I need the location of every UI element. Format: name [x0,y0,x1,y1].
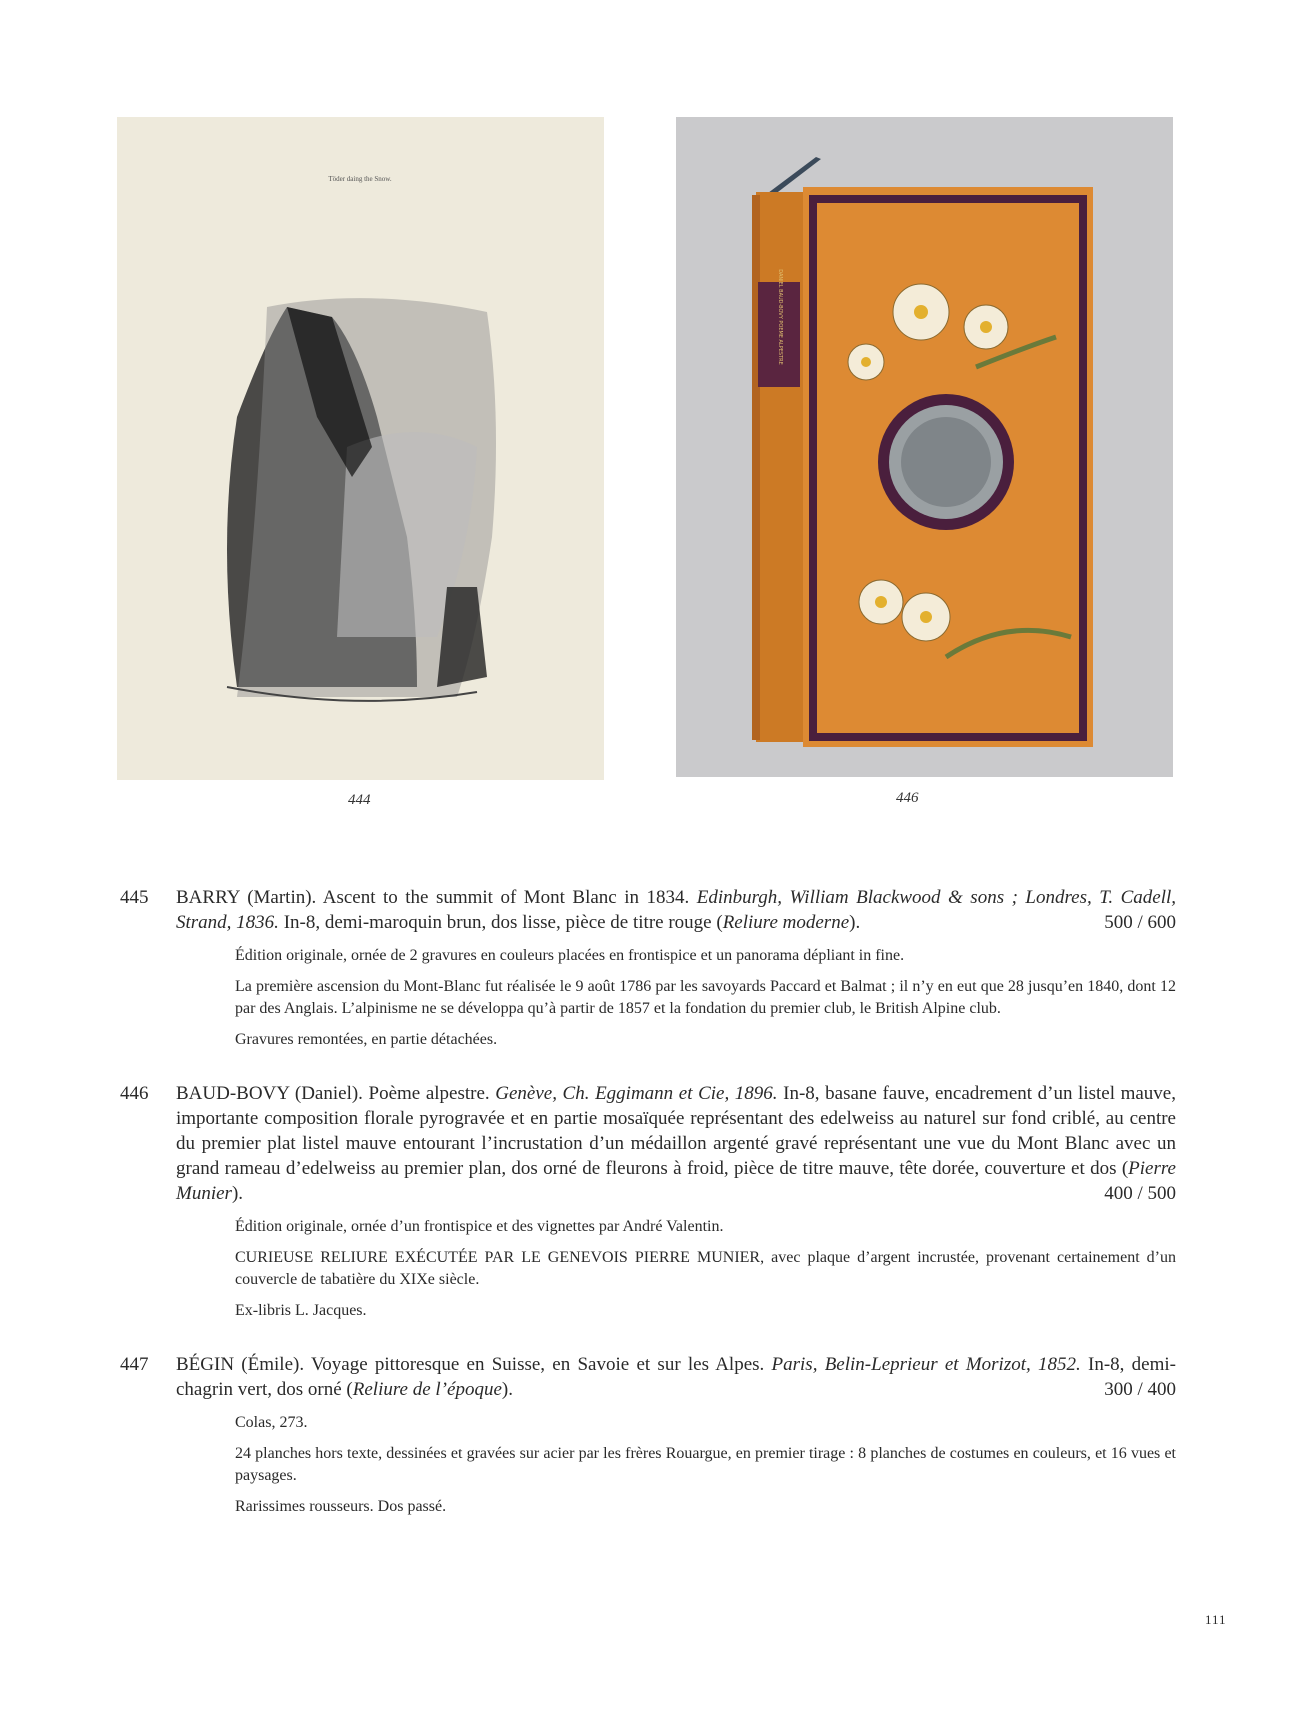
note: CURIEUSE RELIURE EXÉCUTÉE PAR LE GENEVOIS PIERRE MUNIER, avec plaque d’argent incrustée, provenant certainement d’un couvercle de tabatière du XIXe siècle. [235,1249,1176,1288]
lot-number: 445 [120,887,149,908]
note: Édition originale, ornée d’un frontispice et des vignettes par André Valentin. [235,1218,724,1235]
imprint: Genève, Ch. Eggimann et Cie, 1896. [495,1083,778,1104]
author: BARRY (Martin). [176,887,317,908]
figure-caption-444: 444 [348,792,371,808]
description-end: ). [849,912,861,933]
note: La première ascension du Mont-Blanc fut réalisée le 9 août 1786 par les savoyards Paccard et Balmat ; il n’y en eut que 28 jusqu’en 1840, dont 12 par des Anglais. L’alpinisme ne se développa qu’à partir de 1857 et la fondation du premier club, le British Alpine club. [235,978,1176,1017]
note: Colas, 273. [235,1414,308,1431]
description-end: ). [231,1183,244,1204]
description: In-8, demi-maroquin brun, dos lisse, pièce de titre rouge ( [283,912,723,933]
estimate-price: 400 / 500 [1104,1183,1176,1204]
entry-notes [235,1412,1176,1518]
entry-446 [120,1081,1176,1322]
note: 24 planches hors texte, dessinées et gravées sur acier par les frères Rouargue, en premier tirage : 8 planches de costumes en couleurs, et 16 vues et paysages. [235,1445,1176,1484]
entry-notes [235,945,1176,1051]
binder: Pierre Munier [176,1158,1176,1204]
estimate-price: 500 / 600 [1104,912,1176,933]
page-number: 111 [1205,1612,1227,1627]
title: Ascent to the summit of Mont Blanc in 1834. [322,887,690,908]
binder: Reliure moderne [722,912,850,933]
imprint: Paris, Belin-Leprieur et Morizot, 1852. [771,1354,1081,1375]
engraving-image-444 [117,117,604,780]
catalogue-entries [120,885,1176,1548]
note: Gravures remontées, en partie détachées. [235,1031,498,1048]
lot-number: 447 [120,1354,149,1375]
entry-445 [120,885,1176,1051]
figure-caption-446: 446 [896,790,919,806]
binding-image-446 [676,117,1173,777]
spine-title-label: DANIEL BAUD-BOVY POEME ALPESTRE [777,269,783,365]
author: BÉGIN (Émile). [176,1354,305,1375]
lot-number: 446 [120,1083,149,1104]
binder: Reliure de l’époque [352,1379,502,1400]
estimate-price: 300 / 400 [1104,1379,1176,1400]
description: In-8, basane fauve, encadrement d’un listel mauve, importante composition florale pyrogravée et en partie mosaïquée représentant des edelweiss au naturel sur fond criblé, au centre du premier plat listel mauve entourant l’incrustation d’un médaillon argenté gravé représentant une vue du Mont Blanc avec un grand rameau d’edelweiss au premier plan, dos orné de fleurons à froid, pièce de titre mauve, tête dorée, couverture et dos ( [176,1083,1176,1179]
title: Voyage pittoresque en Suisse, en Savoie et sur les Alpes. [311,1354,765,1375]
engraving-inscription: Töder daing the Snow. [328,175,392,183]
author: BAUD-BOVY (Daniel). [176,1083,363,1104]
description: In-8, demi-chagrin vert, dos orné ( [176,1354,1176,1400]
note: Édition originale, ornée de 2 gravures en couleurs placées en frontispice et un panorama dépliant in fine. [235,947,905,964]
entry-447 [120,1352,1176,1518]
description-end: ). [501,1379,513,1400]
note: Rarissimes rousseurs. Dos passé. [235,1498,447,1515]
note: Ex-libris L. Jacques. [235,1302,367,1319]
imprint: Edinburgh, William Blackwood & sons ; Londres, T. Cadell, Strand, 1836. [176,887,1176,933]
title: Poème alpestre. [368,1083,490,1104]
entry-notes [235,1216,1176,1322]
